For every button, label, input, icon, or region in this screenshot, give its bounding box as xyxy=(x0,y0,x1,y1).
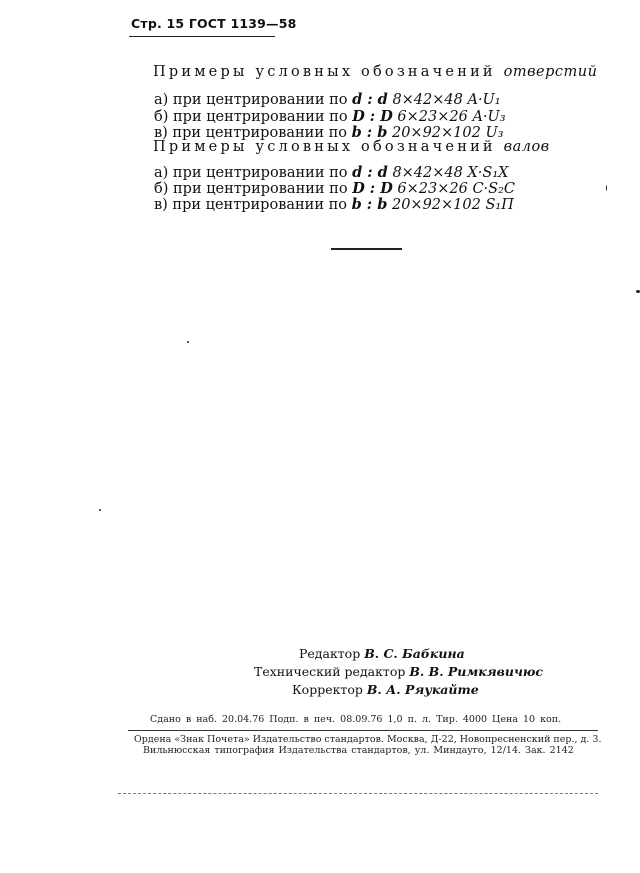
imprint-rule xyxy=(128,730,598,731)
scan-speck xyxy=(606,185,607,191)
example-formula: 8×42×48 A·U₁ xyxy=(392,92,501,108)
credit-name: В. В. Римкявичюс xyxy=(409,664,544,679)
scan-speck xyxy=(99,509,101,511)
bottom-dashed-line xyxy=(118,793,598,794)
section-separator-rule xyxy=(331,248,402,250)
holes-section-title xyxy=(153,64,597,80)
credit-corrector xyxy=(292,682,479,697)
scan-speck xyxy=(636,290,640,293)
example-center: D : D xyxy=(352,108,393,125)
shafts-example-c xyxy=(154,196,514,213)
example-formula: 20×92×102 S₁П xyxy=(391,197,514,213)
example-center: b : b xyxy=(351,196,388,213)
credit-label: Корректор xyxy=(292,682,363,697)
credit-editor xyxy=(299,646,465,661)
imprint-line-1: Сдано в наб. 20.04.76 Подп. в печ. 08.09.76 1,0 п. л. Тир. 4000 Цена 10 коп. xyxy=(150,714,562,725)
example-formula: 6×23×26 A·U₃ xyxy=(397,109,506,125)
scan-speck xyxy=(187,341,189,343)
example-center: b : b xyxy=(351,124,388,141)
holes-example-a xyxy=(154,91,501,108)
holes-title-italic: отверстий xyxy=(503,64,598,80)
holes-title-text: Примеры условных обозначений xyxy=(153,64,496,80)
credit-label: Редактор xyxy=(299,646,361,661)
imprint-line-3: Вильнюсская типография Издательства стандартов, ул. Миндауго, 12/14. Зак. 2142 xyxy=(143,745,574,756)
holes-example-b xyxy=(154,108,506,125)
shafts-title-text: Примеры условных обозначений xyxy=(153,139,496,155)
example-center: d : d xyxy=(352,164,388,181)
credit-label: Технический редактор xyxy=(254,664,406,679)
example-center: D : D xyxy=(352,180,393,197)
example-prefix: а) при центрировании по xyxy=(154,92,348,108)
credit-name: В. С. Бабкина xyxy=(364,646,465,661)
example-formula: 20×92×102 U₃ xyxy=(391,125,504,141)
example-prefix: б) при центрировании по xyxy=(154,181,348,197)
example-formula: 6×23×26 C·S₂C xyxy=(397,181,515,197)
credit-name: В. А. Ряукайте xyxy=(366,682,479,697)
page-header: Стр. 15 ГОСТ 1139—58 xyxy=(131,16,297,31)
credit-tech-editor xyxy=(254,664,543,679)
shafts-example-a xyxy=(154,164,508,181)
imprint-line-2: Ордена «Знак Почета» Издательство стандартов. Москва, Д-22, Новопресненский пер., д. 3. xyxy=(134,734,602,745)
example-prefix: в) при центрировании по xyxy=(154,197,348,213)
example-prefix: в) при центрировании по xyxy=(154,125,348,141)
shafts-section-title xyxy=(153,139,550,155)
example-prefix: б) при центрировании по xyxy=(154,109,348,125)
header-rule xyxy=(129,36,275,37)
shafts-example-b xyxy=(154,180,515,197)
example-formula: 8×42×48 X·S₁X xyxy=(392,165,509,181)
example-center: d : d xyxy=(352,91,388,108)
shafts-title-italic: валов xyxy=(503,139,550,155)
example-prefix: а) при центрировании по xyxy=(154,165,348,181)
